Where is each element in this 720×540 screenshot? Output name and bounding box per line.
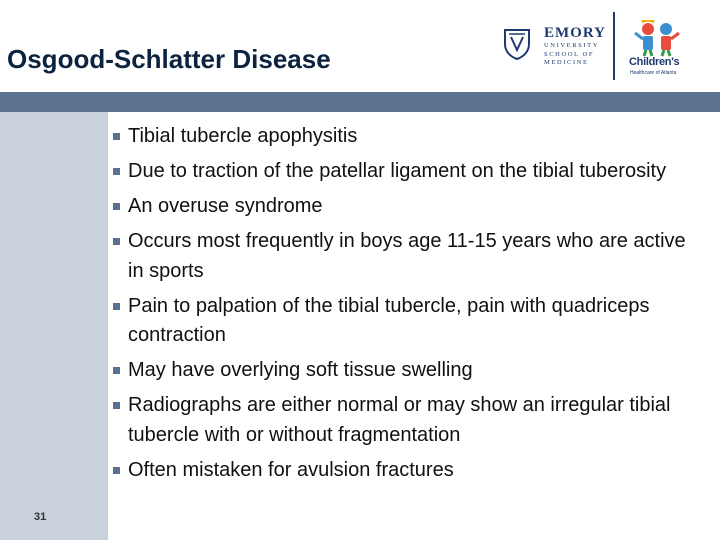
bullet-item: Pain to palpation of the tibial tubercle, pain with quadriceps contraction [110, 292, 700, 351]
bullet-item: Radiographs are either normal or may show an irregular tibial tubercle with or without fragmentation [110, 391, 700, 450]
bullet-item: Often mistaken for avulsion fractures [110, 456, 700, 486]
bullet-item: Due to traction of the patellar ligament on the tibial tuberosity [110, 157, 700, 187]
logo-divider [613, 12, 615, 80]
emory-name: EMORY [544, 25, 606, 41]
slide-number: 31 [34, 511, 47, 523]
emory-shield-icon [503, 28, 531, 60]
bullet-item: May have overlying soft tissue swelling [110, 356, 700, 386]
left-sidebar [0, 112, 108, 540]
header-band [0, 92, 720, 112]
bullet-list [110, 122, 700, 491]
bullet-item: An overuse syndrome [110, 192, 700, 222]
logo-area [500, 12, 710, 80]
childrens-name: Children's [629, 56, 680, 68]
slide-title: Osgood-Schlatter Disease [7, 44, 331, 74]
emory-line-2: SCHOOL OF [544, 50, 595, 58]
childrens-tagline: Healthcare of Atlanta [630, 70, 677, 76]
bullet-item: Tibial tubercle apophysitis [110, 122, 700, 152]
emory-wordmark [544, 26, 606, 67]
emory-line-3: MEDICINE [544, 59, 589, 66]
emory-line-1: UNIVERSITY [544, 42, 599, 49]
bullet-item: Occurs most frequently in boys age 11-15 years who are active in sports [110, 227, 700, 286]
